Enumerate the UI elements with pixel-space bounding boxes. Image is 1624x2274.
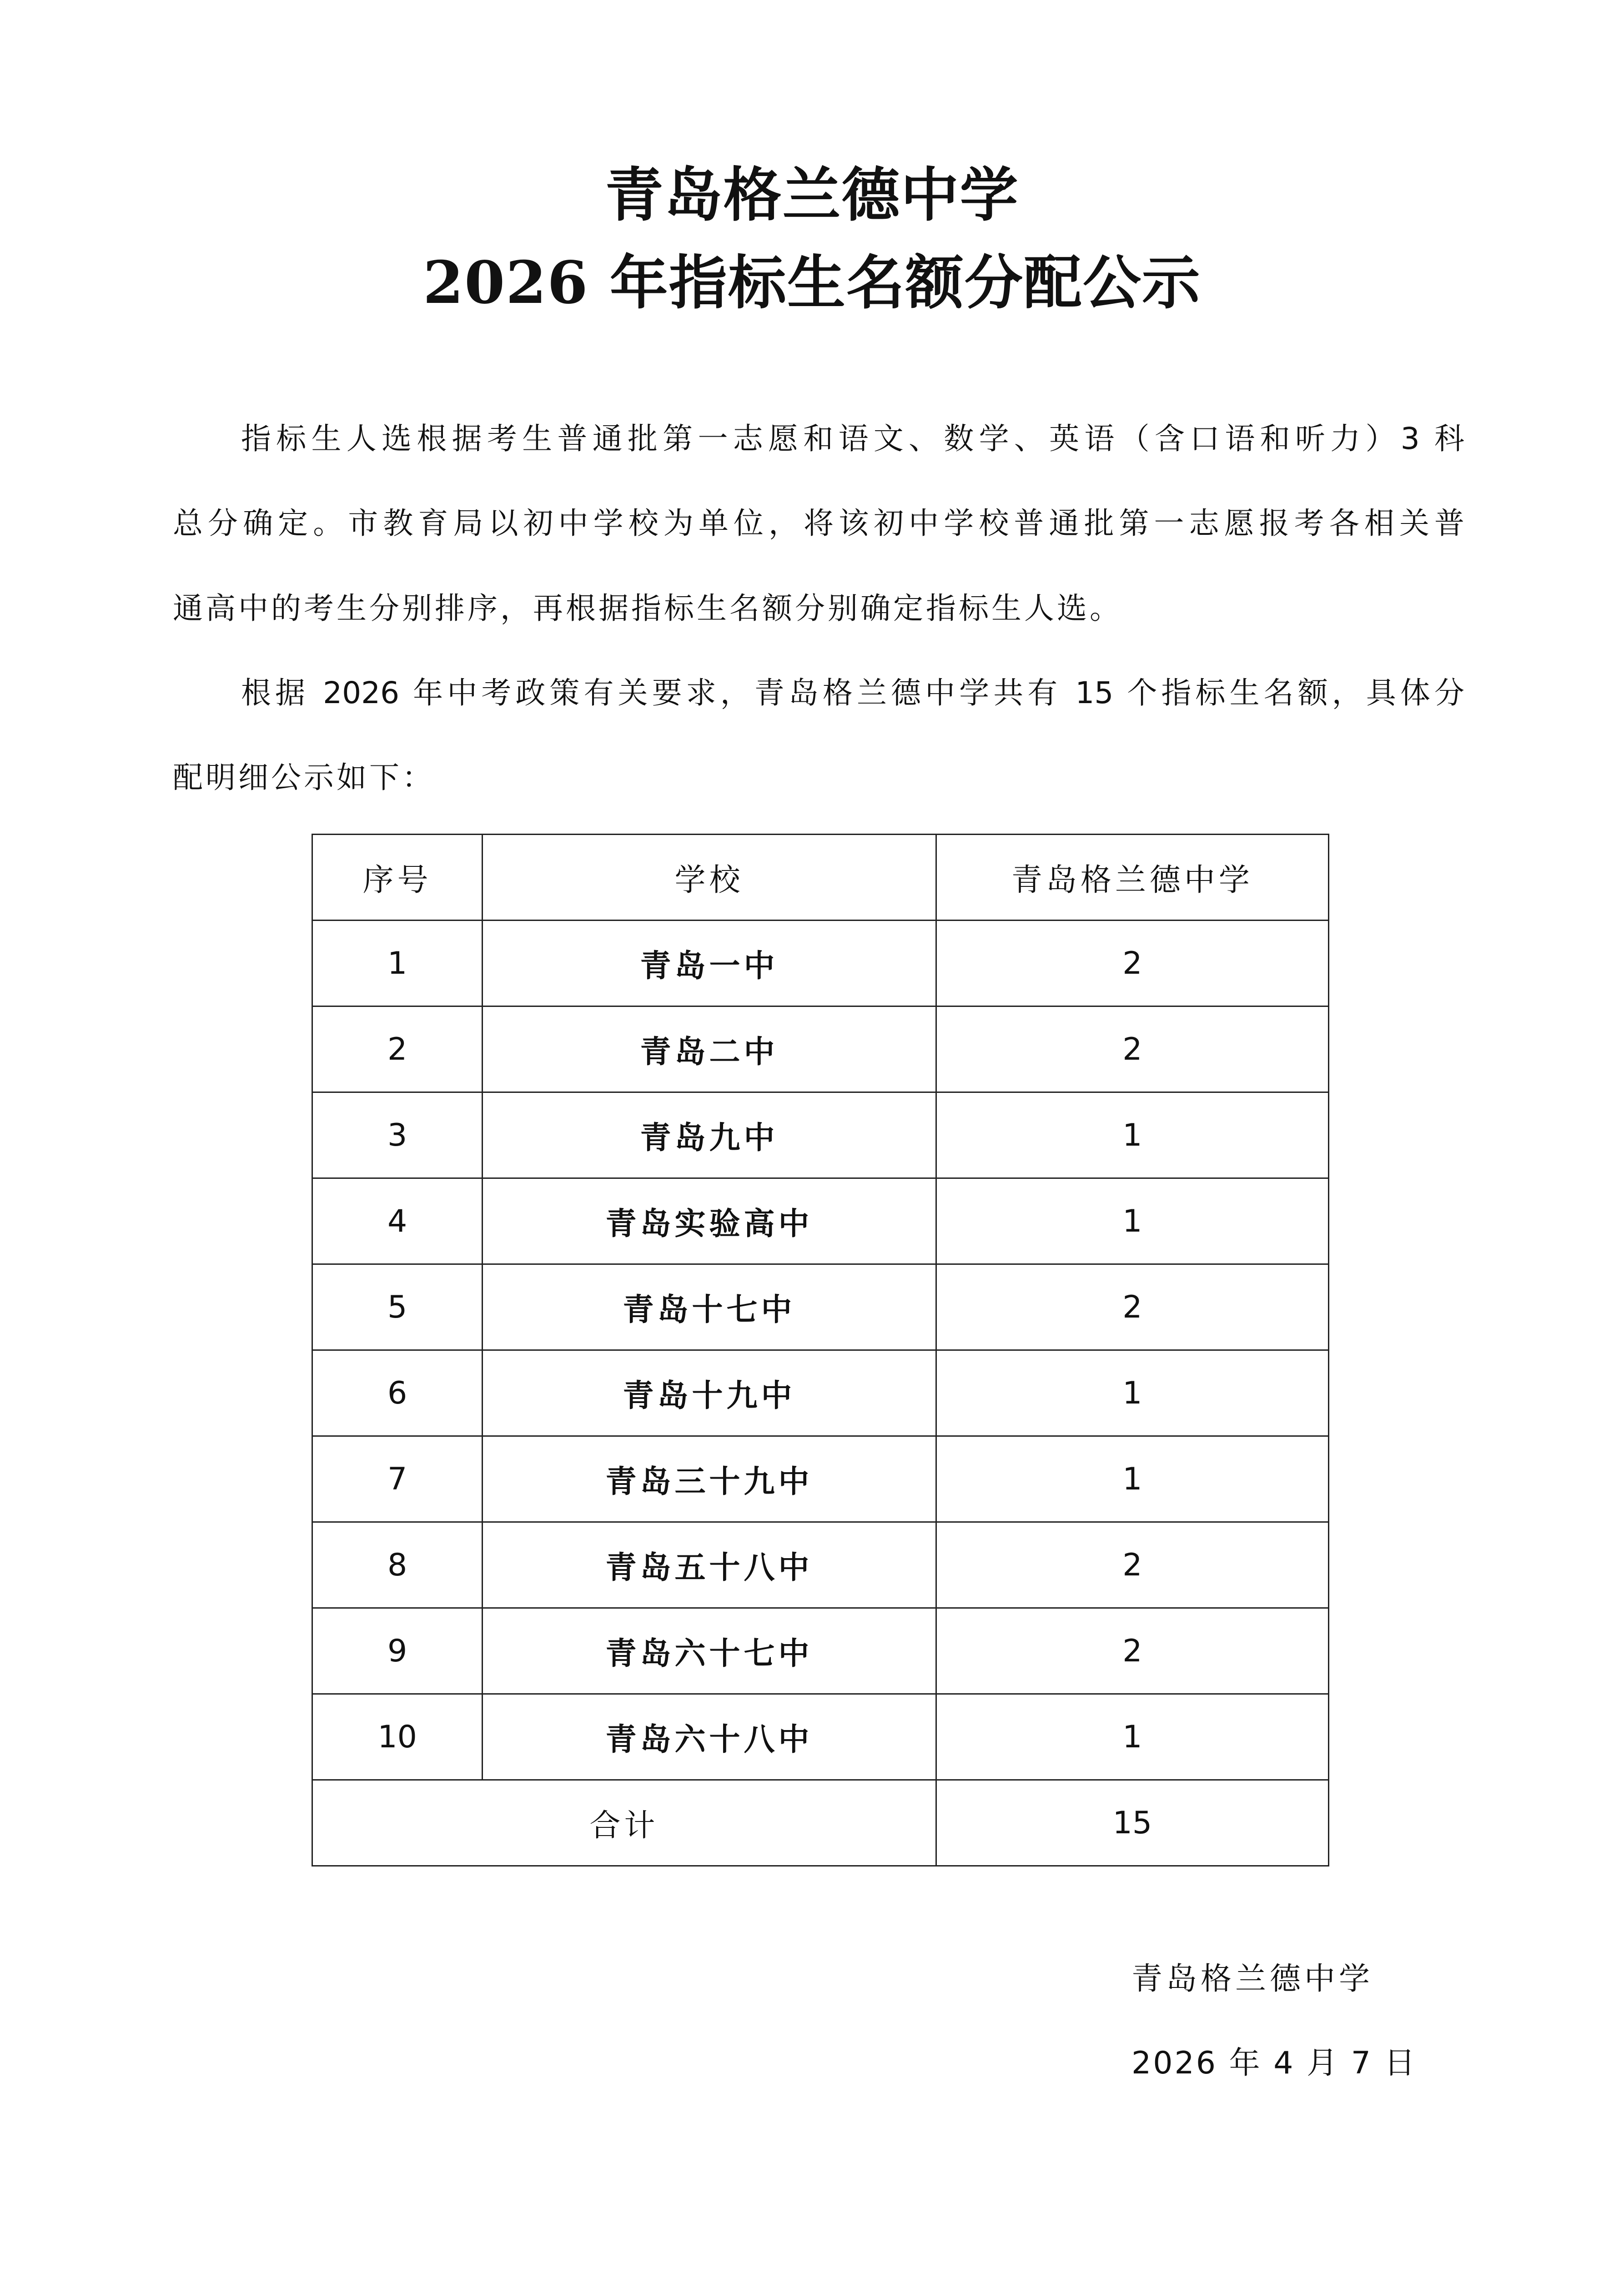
table-row [312,1608,1329,1694]
row-school: 青岛六十八中 [483,1694,936,1780]
row-count: 2 [936,1608,1328,1694]
row-school: 青岛十九中 [483,1350,936,1436]
row-seq: 7 [312,1436,483,1522]
row-school: 青岛六十七中 [483,1608,936,1694]
row-count: 2 [936,1264,1328,1350]
row-count: 1 [936,1178,1328,1264]
document-title-line1: 青岛格兰德中学 [605,161,1019,229]
row-school: 青岛一中 [483,921,936,1006]
quota-table [312,834,1329,1866]
row-seq: 4 [312,1178,483,1264]
header-school: 学校 [483,835,936,921]
paragraph2-line1: 根据 2026 年中考政策有关要求，青岛格兰德中学共有 15 个指标生名额，具体分 [241,675,1464,710]
table-row [312,1694,1329,1780]
paragraph1-line3: 通高中的考生分别排序，再根据指标生名额分别确定指标生人选。 [173,591,1122,626]
row-school: 青岛九中 [483,1092,936,1178]
row-count: 2 [936,921,1328,1006]
row-seq: 2 [312,1006,483,1092]
row-seq: 1 [312,921,483,1006]
row-seq: 10 [312,1694,483,1780]
row-school: 青岛五十八中 [483,1522,936,1608]
row-count: 1 [936,1436,1328,1522]
table-row [312,1178,1329,1264]
row-count: 1 [936,1694,1328,1780]
row-school: 青岛十七中 [483,1264,936,1350]
table-row [312,1436,1329,1522]
paragraph2-line2: 配明细公示如下： [173,760,435,795]
table-row [312,1264,1329,1350]
row-school: 青岛二中 [483,1006,936,1092]
paragraph1-line2: 总分确定。市教育局以初中学校为单位，将该初中学校普通批第一志愿报考各相关普 [173,506,1464,541]
table-row [312,921,1329,1006]
row-school: 青岛实验高中 [483,1178,936,1264]
row-count: 2 [936,1006,1328,1092]
row-count: 2 [936,1522,1328,1608]
row-seq: 8 [312,1522,483,1608]
document-title-line2: 2026 年指标生名额分配公示 [423,249,1201,317]
table-row [312,1522,1329,1608]
table-row [312,1006,1329,1092]
total-label: 合计 [312,1780,936,1866]
table-header-row [312,835,1329,921]
signature-organization: 青岛格兰德中学 [1131,1961,1374,1997]
total-value: 15 [936,1780,1328,1866]
row-count: 1 [936,1350,1328,1436]
row-seq: 9 [312,1608,483,1694]
header-count: 青岛格兰德中学 [936,835,1328,921]
row-seq: 6 [312,1350,483,1436]
header-seq: 序号 [312,835,483,921]
paragraph1-line1: 指标生人选根据考生普通批第一志愿和语文、数学、英语（含口语和听力）3 科 [241,421,1464,456]
table-total-row [312,1780,1329,1866]
table-row [312,1350,1329,1436]
table-row [312,1092,1329,1178]
row-seq: 3 [312,1092,483,1178]
row-school: 青岛三十九中 [483,1436,936,1522]
row-count: 1 [936,1092,1328,1178]
signature-date: 2026 年 4 月 7 日 [1131,2045,1417,2081]
row-seq: 5 [312,1264,483,1350]
